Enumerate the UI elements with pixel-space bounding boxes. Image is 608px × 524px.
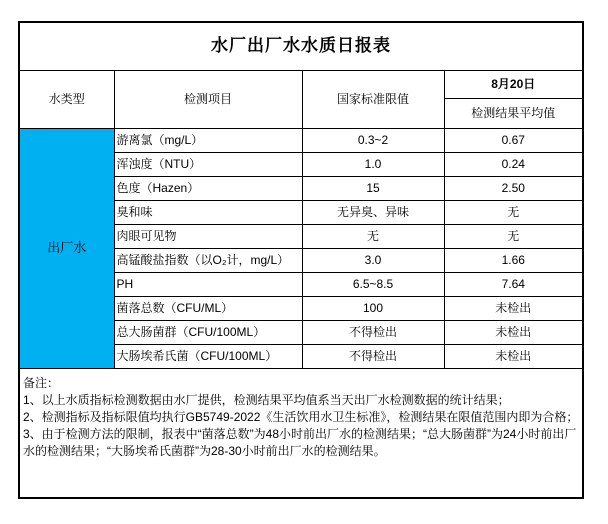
table-row — [19, 128, 583, 152]
water-type-cell: 出厂水 — [19, 128, 114, 368]
note-item: 2、检测指标及指标限值均执行GB5749-2022《生活饮用水卫生标准》，检测结果在限值范围内即为合格； — [23, 409, 579, 424]
result-cell: 1.66 — [444, 248, 583, 272]
item-cell: PH — [114, 272, 302, 296]
result-cell: 2.50 — [444, 176, 583, 200]
note-item: 3、由于检测方法的限制，报表中“菌落总数”为48小时前出厂水的检测结果；“总大肠菌群”为24小时前出厂水的检测结果；“大肠埃希氏菌群”为28-30小时前出厂水的检测结果。 — [23, 426, 577, 458]
water-quality-daily-report — [18, 21, 582, 499]
limit-cell: 15 — [302, 176, 444, 200]
result-cell: 0.24 — [444, 152, 583, 176]
item-cell: 色度（Hazen） — [114, 176, 302, 200]
header-row — [19, 70, 583, 98]
limit-cell: 1.0 — [302, 152, 444, 176]
result-cell: 0.67 — [444, 128, 583, 152]
limit-cell: 无异臭、异味 — [302, 200, 444, 224]
column-header-limit: 国家标准限值 — [302, 70, 444, 128]
note-item: 1、以上水质指标检测数据由水厂提供，检测结果平均值系当天出厂水检测数据的统计结果； — [23, 392, 510, 407]
result-cell: 未检出 — [444, 320, 583, 344]
item-cell: 高锰酸盐指数（以O₂计，mg/L） — [114, 248, 302, 272]
limit-cell: 0.3~2 — [302, 128, 444, 152]
limit-cell: 3.0 — [302, 248, 444, 272]
title-row — [19, 22, 583, 70]
item-cell: 游离氯（mg/L） — [114, 128, 302, 152]
limit-cell: 不得检出 — [302, 344, 444, 368]
result-cell: 无 — [444, 200, 583, 224]
limit-cell: 不得检出 — [302, 320, 444, 344]
notes-row — [19, 368, 583, 498]
item-cell: 菌落总数（CFU/ML） — [114, 296, 302, 320]
limit-cell: 无 — [302, 224, 444, 248]
result-cell: 无 — [444, 224, 583, 248]
column-header-result-avg: 检测结果平均值 — [444, 98, 583, 128]
item-cell: 臭和味 — [114, 200, 302, 224]
notes-label: 备注： — [23, 375, 60, 390]
column-header-item: 检测项目 — [114, 70, 302, 128]
column-header-water-type: 水类型 — [19, 70, 114, 128]
result-cell: 7.64 — [444, 272, 583, 296]
report-date: 8月20日 — [444, 70, 583, 98]
item-cell: 肉眼可见物 — [114, 224, 302, 248]
result-cell: 未检出 — [444, 296, 583, 320]
limit-cell: 100 — [302, 296, 444, 320]
result-cell: 未检出 — [444, 344, 583, 368]
item-cell: 大肠埃希氏菌（CFU/100ML） — [114, 344, 302, 368]
limit-cell: 6.5~8.5 — [302, 272, 444, 296]
page-title: 水厂出厂水水质日报表 — [19, 22, 583, 70]
item-cell: 浑浊度（NTU） — [114, 152, 302, 176]
item-cell: 总大肠菌群（CFU/100ML） — [114, 320, 302, 344]
report-table — [18, 21, 584, 499]
notes-cell — [19, 368, 583, 498]
